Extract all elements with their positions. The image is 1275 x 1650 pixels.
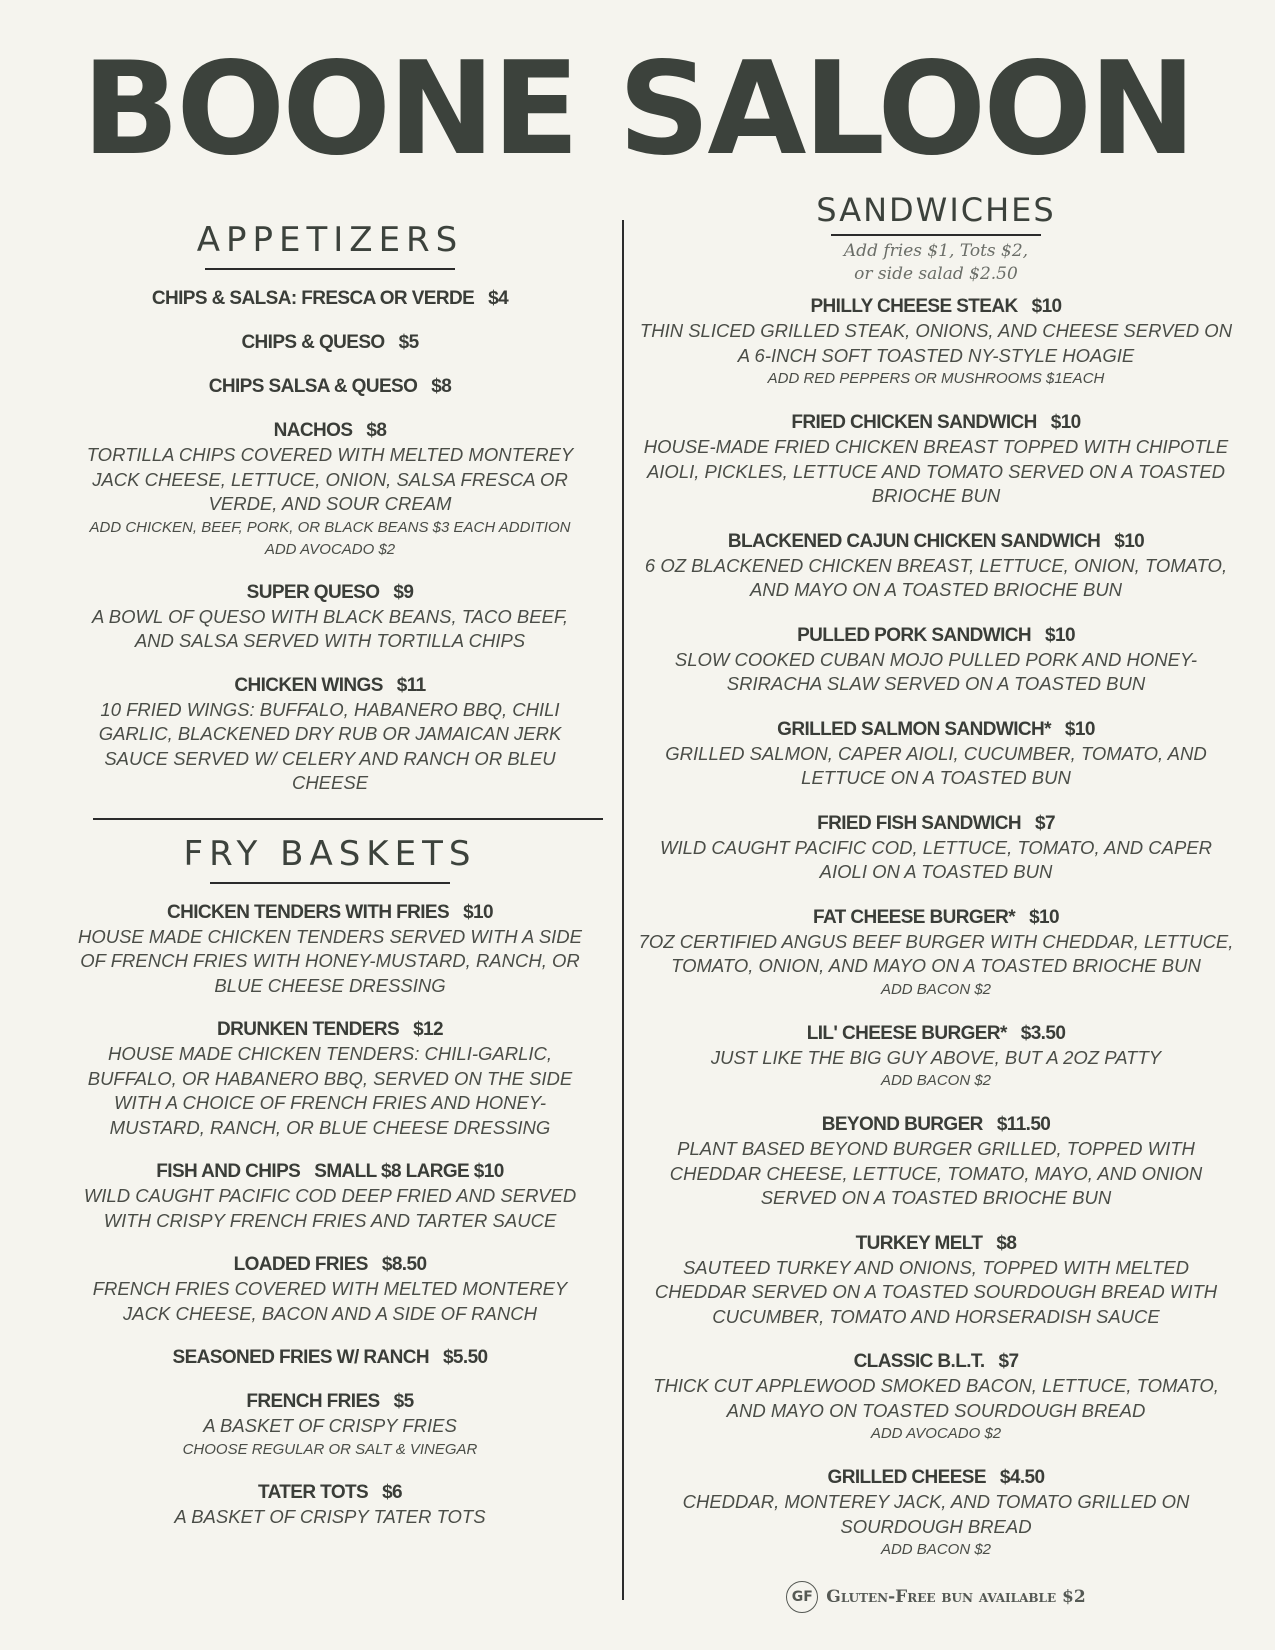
menu-item xyxy=(75,1345,585,1370)
menu-item-price: $10 xyxy=(1031,296,1062,317)
right-column xyxy=(636,188,1236,1613)
menu-item-title xyxy=(636,811,1236,836)
menu-item xyxy=(75,900,585,999)
menu-item xyxy=(75,1252,585,1326)
menu-item-name: FAT CHEESE BURGER* xyxy=(812,906,1016,928)
menu-item-title xyxy=(75,1017,585,1042)
menu-item-description: SAUTEED TURKEY AND ONIONS, TOPPED WITH MELTED CHEDDAR SERVED ON A TOASTED SOURDOUGH BREAD WITH CUCUMBER, TOMATO AND HORSERADISH SAUCE xyxy=(654,1256,1218,1327)
menu-item-description: 10 FRIED WINGS: BUFFALO, HABANERO BBQ, CHILI GARLIC, BLACKENED DRY RUB OR JAMAICAN JERK SAUCE SERVED W/ CELERY AND RANCH OR BLEU CHEESE xyxy=(98,698,562,793)
menu-item-name: CLASSIC B.L.T. xyxy=(853,1351,985,1372)
menu-item-description: WILD CAUGHT PACIFIC COD, LETTUCE, TOMATO, AND CAPER AIOLI ON A TOASTED BUN xyxy=(660,836,1212,882)
menu-item-title xyxy=(636,294,1236,319)
menu-item-title xyxy=(75,1159,585,1184)
menu-item xyxy=(636,623,1236,697)
menu-item-price: $8 xyxy=(366,420,387,441)
gluten-free-text: Gluten-Free bun available $2 xyxy=(826,1587,1086,1607)
menu-item-name: BEYOND BURGER xyxy=(821,1114,983,1135)
menu-item-price: $5 xyxy=(398,332,419,353)
menu-item-description: TORTILLA CHIPS COVERED WITH MELTED MONTEREY JACK CHEESE, LETTUCE, ONION, SALSA FRESCA OR VERDE, AND SOUR CREAM xyxy=(86,444,574,514)
menu-item-description: FRENCH FRIES COVERED WITH MELTED MONTEREY JACK CHEESE, BACON AND A SIDE OF RANCH xyxy=(92,1278,568,1324)
menu-item-description: HOUSE MADE CHICKEN TENDERS: CHILI-GARLIC, BUFFALO, OR HABANERO BBQ, SERVED ON THE SIDE WITH A CHOICE OF FRENCH FRIES AND HONEY-MUSTARD, RANCH, OR BLUE CHEESE DRESSING xyxy=(87,1043,573,1138)
menu-item-description: HOUSE-MADE FRIED CHICKEN BREAST TOPPED WITH CHIPOTLE AIOLI, PICKLES, LETTUCE AND TOMATO SERVED ON A TOASTED BRIOCHE BUN xyxy=(643,436,1229,506)
menu-item-name: PHILLY CHEESE STEAK xyxy=(810,296,1018,317)
menu-item xyxy=(75,1389,585,1461)
menu-item-price: $7 xyxy=(998,1351,1019,1372)
menu-item-name: FRENCH FRIES xyxy=(246,1391,380,1412)
menu-item-description: CHEDDAR, MONTEREY JACK, AND TOMATO GRILLED ON SOURDOUGH BREAD xyxy=(682,1491,1190,1537)
menu-item-price: $8 xyxy=(996,1232,1017,1254)
left-column xyxy=(75,218,585,1548)
menu-item-name: CHIPS & SALSA: FRESCA OR VERDE xyxy=(151,288,475,309)
menu-item-title xyxy=(75,330,585,355)
menu-item-price: $10 xyxy=(1029,906,1059,928)
menu-item-price: $8 xyxy=(431,376,452,397)
sandwiches-list xyxy=(636,294,1236,1561)
restaurant-title: BOONE SALOON xyxy=(81,35,1194,184)
column-divider xyxy=(622,220,624,1600)
menu-item-name: FRIED CHICKEN SANDWICH xyxy=(791,412,1037,433)
menu-item-title xyxy=(636,410,1236,435)
fry-baskets-heading: FRY BASKETS xyxy=(183,833,477,874)
menu-item-name: FRIED FISH SANDWICH xyxy=(817,812,1021,834)
menu-item-price: $3.50 xyxy=(1020,1022,1066,1044)
menu-item xyxy=(75,673,585,796)
menu-item-price: $11.50 xyxy=(996,1114,1051,1135)
menu-item-name: CHICKEN TENDERS WITH FRIES xyxy=(167,901,450,923)
menu-item xyxy=(636,811,1236,885)
menu-item-name: TURKEY MELT xyxy=(855,1232,983,1254)
menu-item-price: $10 xyxy=(463,901,493,923)
menu-item-description: SLOW COOKED CUBAN MOJO PULLED PORK AND HONEY-SRIRACHA SLAW SERVED ON A TOASTED BUN xyxy=(674,648,1198,694)
menu-item-name: BLACKENED CAJUN CHICKEN SANDWICH xyxy=(727,530,1101,552)
menu-item-price: $8.50 xyxy=(381,1254,427,1275)
menu-item-addon: CHOOSE REGULAR OR SALT & VINEGAR xyxy=(182,1440,478,1458)
menu-item xyxy=(636,905,1236,1001)
menu-item xyxy=(75,1480,585,1530)
menu-item xyxy=(636,294,1236,390)
menu-item-description: JUST LIKE THE BIG GUY ABOVE, BUT A 2OZ PATTY xyxy=(710,1046,1162,1068)
menu-item-price: $12 xyxy=(413,1019,443,1040)
menu-item-name: GRILLED SALMON SANDWICH* xyxy=(777,718,1051,740)
menu-item-title xyxy=(636,1112,1236,1137)
menu-item-addon: ADD CHICKEN, BEEF, PORK, OR BLACK BEANS $3 EACH ADDITION ADD AVOCADO $2 xyxy=(89,518,571,558)
menu-item-addon: ADD AVOCADO $2 xyxy=(870,1425,1002,1442)
menu-item xyxy=(75,374,585,399)
menu-item-description: HOUSE MADE CHICKEN TENDERS SERVED WITH A SIDE OF FRENCH FRIES WITH HONEY-MUSTARD, RANCH, OR BLUE CHEESE DRESSING xyxy=(77,925,583,996)
menu-item xyxy=(75,418,585,561)
menu-item-title xyxy=(636,1465,1236,1490)
sandwiches-heading: SANDWICHES xyxy=(816,191,1056,229)
menu-item-price: $5.50 xyxy=(442,1347,488,1368)
menu-item-name: SUPER QUESO xyxy=(246,581,380,603)
menu-item-title xyxy=(636,1349,1236,1374)
menu-item xyxy=(636,410,1236,509)
menu-item-price: $10 xyxy=(1064,718,1095,740)
menu-item-name: CHIPS SALSA & QUESO xyxy=(208,376,418,397)
menu-item-addon: ADD BACON $2 xyxy=(880,980,992,998)
menu-item-title xyxy=(75,900,585,925)
appetizers-heading: APPETIZERS xyxy=(196,220,464,260)
menu-item-name: LIL' CHEESE BURGER* xyxy=(806,1022,1007,1044)
menu-item-price: $4.50 xyxy=(999,1467,1045,1488)
menu-item xyxy=(636,1349,1236,1445)
menu-item-name: NACHOS xyxy=(273,420,353,441)
menu-item-price: $4 xyxy=(488,288,509,309)
menu-item-description: PLANT BASED BEYOND BURGER GRILLED, TOPPED WITH CHEDDAR CHEESE, LETTUCE, TOMATO, MAYO, AND ONION SERVED ON A TOASTED BRIOCHE BUN xyxy=(669,1138,1203,1208)
menu-item-title xyxy=(75,1252,585,1277)
menu-item xyxy=(636,1112,1236,1211)
menu-item-title xyxy=(75,1480,585,1505)
menu-item-description: 6 OZ BLACKENED CHICKEN BREAST, LETTUCE, ONION, TOMATO, AND MAYO ON A TOASTED BRIOCHE BUN xyxy=(644,554,1228,600)
menu-item-description: GRILLED SALMON, CAPER AIOLI, CUCUMBER, TOMATO, AND LETTUCE ON A TOASTED BUN xyxy=(665,742,1207,788)
menu-item-name: FISH AND CHIPS xyxy=(156,1161,301,1182)
menu-item-description: THICK CUT APPLEWOOD SMOKED BACON, LETTUCE, TOMATO, AND MAYO ON TOASTED SOURDOUGH BREAD xyxy=(653,1375,1219,1421)
menu-item-price: $10 xyxy=(1045,624,1075,646)
section-divider xyxy=(93,818,603,820)
menu-item-title xyxy=(636,623,1236,648)
menu-item-title xyxy=(75,580,585,605)
menu-item-name: PULLED PORK SANDWICH xyxy=(797,624,1032,646)
menu-item-title xyxy=(75,1345,585,1370)
appetizers-heading-underline xyxy=(205,268,455,270)
menu-item xyxy=(75,330,585,355)
menu-item xyxy=(75,580,585,654)
menu-item-name: LOADED FRIES xyxy=(233,1254,368,1275)
sandwiches-note-line: Add fries $1, Tots $2, xyxy=(843,241,1029,261)
menu-item-description: A BOWL OF QUESO WITH BLACK BEANS, TACO BEEF, AND SALSA SERVED WITH TORTILLA CHIPS xyxy=(92,605,568,651)
menu-item-price: $9 xyxy=(393,581,414,603)
menu-item-title xyxy=(636,1021,1236,1046)
menu-item-description: THIN SLICED GRILLED STEAK, ONIONS, AND CHEESE SERVED ON A 6-INCH SOFT TOASTED NY-STYLE HOAGIE xyxy=(639,320,1233,366)
menu-item-name: GRILLED CHEESE xyxy=(827,1467,986,1488)
menu-item-title xyxy=(75,673,585,698)
menu-item-title xyxy=(75,374,585,399)
menu-item-price: $6 xyxy=(382,1481,403,1503)
fry-baskets-list xyxy=(75,900,585,1530)
menu-item-title xyxy=(636,529,1236,554)
menu-item-addon: ADD BACON $2 xyxy=(880,1541,992,1558)
menu-item-title xyxy=(636,1231,1236,1256)
menu-item-description: 7OZ CERTIFIED ANGUS BEEF BURGER WITH CHEDDAR, LETTUCE, TOMATO, ONION, AND MAYO ON A TOASTED BRIOCHE BUN xyxy=(638,930,1234,976)
menu-item xyxy=(636,1465,1236,1561)
menu-item-description: A BASKET OF CRISPY FRIES xyxy=(203,1415,457,1436)
menu-item-price: $10 xyxy=(1050,412,1081,433)
menu-item-name: CHICKEN WINGS xyxy=(234,674,383,696)
sandwiches-sides-note xyxy=(636,240,1236,286)
menu-item-addon: ADD BACON $2 xyxy=(880,1072,992,1089)
menu-item-title xyxy=(636,905,1236,930)
menu-item-name: TATER TOTS xyxy=(257,1481,369,1503)
gluten-free-icon: GF xyxy=(786,1581,818,1613)
menu-item-title xyxy=(75,418,585,443)
menu-item xyxy=(75,1159,585,1233)
menu-item-price: $11 xyxy=(396,674,426,696)
menu-item xyxy=(636,1231,1236,1330)
menu-item-name: SEASONED FRIES W/ RANCH xyxy=(172,1347,429,1368)
menu-item xyxy=(75,286,585,311)
sandwiches-note-line: or side salad $2.50 xyxy=(854,264,1018,284)
fry-baskets-heading-underline xyxy=(210,882,450,884)
menu-item-price: $5 xyxy=(393,1391,414,1412)
menu-item-name: DRUNKEN TENDERS xyxy=(217,1019,400,1040)
menu-item-price: $10 xyxy=(1114,530,1145,552)
menu-item-price: $7 xyxy=(1035,812,1055,834)
menu-item-name: CHIPS & QUESO xyxy=(241,332,385,353)
sandwiches-heading-underline xyxy=(831,234,1041,236)
menu-item xyxy=(636,717,1236,791)
menu-item-title xyxy=(75,1389,585,1414)
menu-item-description: A BASKET OF CRISPY TATER TOTS xyxy=(174,1505,486,1527)
menu-item xyxy=(636,1021,1236,1093)
menu-item-title xyxy=(75,286,585,311)
menu-item-price: SMALL $8 LARGE $10 xyxy=(314,1161,504,1182)
gluten-free-note xyxy=(636,1581,1236,1613)
menu-item-title xyxy=(636,717,1236,742)
menu-item xyxy=(75,1017,585,1140)
appetizers-list xyxy=(75,286,585,796)
menu-item-addon: ADD RED PEPPERS OR MUSHROOMS $1EACH xyxy=(767,370,1105,387)
menu-item-description: WILD CAUGHT PACIFIC COD DEEP FRIED AND SERVED WITH CRISPY FRENCH FRIES AND TARTER SAUCE xyxy=(83,1185,577,1231)
menu-item xyxy=(636,529,1236,603)
